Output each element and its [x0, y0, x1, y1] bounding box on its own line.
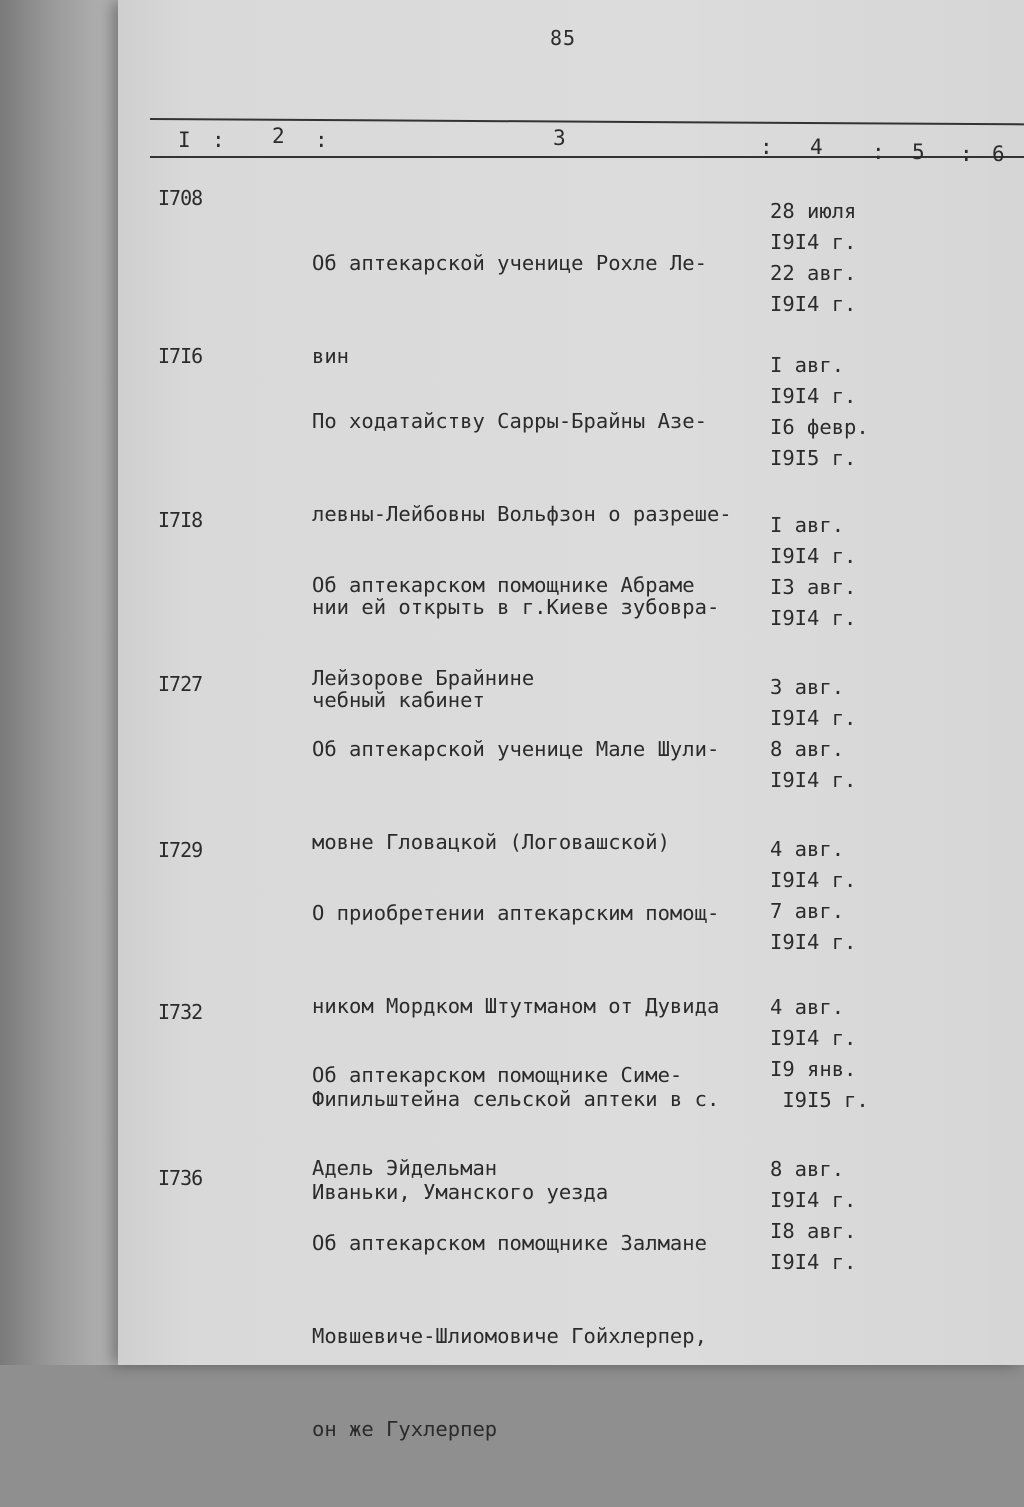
entry-date-line: I9I4 г.: [770, 1250, 857, 1274]
entry-date-line: I9I4 г.: [770, 1026, 857, 1050]
entry-number: I7I8: [158, 508, 203, 532]
entry-title-line: нии ей открыть в г.Киеве зубовра-: [312, 595, 720, 619]
entry-date-line: 8 авг.: [770, 737, 845, 761]
entry-dates: [770, 510, 856, 634]
column-header-3: 3: [553, 126, 566, 150]
entry-title-line: Об аптекарском помощнике Абраме: [312, 573, 695, 597]
entry-date-line: I9 янв.: [770, 1057, 857, 1081]
entry-date-line: 4 авг.: [770, 837, 845, 861]
entry-title: [312, 1166, 772, 1507]
entry-date-line: 4 авг.: [770, 995, 845, 1019]
entry-number: I727: [158, 672, 203, 696]
column-header-2: 2: [272, 124, 285, 148]
entry-date-line: 8 авг.: [770, 1157, 845, 1181]
entry-date-line: I6 февр.: [770, 415, 869, 439]
entry-number: I736: [158, 1166, 203, 1190]
header-bottom-rule: [150, 156, 1024, 158]
column-header-4: 4: [810, 135, 823, 159]
entry-number: I7I6: [158, 344, 203, 368]
entry-date-line: I авг.: [770, 353, 845, 377]
entry-title-line: чебный кабинет: [312, 688, 485, 712]
entry-date-line: I8 авг.: [770, 1219, 857, 1243]
entry-date-line: I9I5 г.: [770, 446, 857, 470]
entry-title-line: мовне Гловацкой (Логовашской): [312, 830, 670, 854]
entry-number: I708: [158, 186, 203, 210]
entry-date-line: 28 июля: [770, 199, 857, 223]
entry-title-line: По ходатайству Сарры-Брайны Азе-: [312, 409, 707, 433]
column-separator: :: [872, 140, 885, 164]
entry-date-line: I9I4 г.: [770, 930, 857, 954]
entry-title-line: ником Мордком Штутманом от Дувида: [312, 994, 720, 1018]
entry-dates: [770, 672, 856, 796]
column-separator: :: [760, 135, 773, 159]
entry-date-line: I9I4 г.: [770, 1188, 857, 1212]
entry-date-line: I авг.: [770, 513, 845, 537]
column-header-1: I: [178, 128, 191, 152]
entry-date-line: I9I5 г.: [770, 1088, 869, 1112]
entry-dates: [770, 196, 856, 320]
entry-date-line: I9I4 г.: [770, 292, 857, 316]
column-separator: :: [960, 142, 973, 166]
entry-dates: [770, 1154, 856, 1278]
entry-title-line: Об аптекарской ученице Рохле Ле-: [312, 251, 707, 275]
entry-date-line: I9I4 г.: [770, 230, 857, 254]
entry-date-line: I3 авг.: [770, 575, 857, 599]
entry-title-line: Мовшевиче-Шлиомовиче Гойхлерпер,: [312, 1324, 707, 1348]
entry-dates: [770, 350, 869, 474]
entry-title-line: он же Гухлерпер: [312, 1417, 498, 1441]
entry-number: I729: [158, 838, 203, 862]
entry-dates: [770, 992, 869, 1116]
entry-date-line: I9I4 г.: [770, 706, 857, 730]
column-header-5: 5: [912, 140, 925, 164]
entry-title-line: вин: [312, 344, 350, 368]
entry-title-line: О приобретении аптекарским помощ-: [312, 901, 720, 925]
column-separator: :: [212, 128, 225, 152]
entry-title-line: Об аптекарском помощнике Залмане: [312, 1231, 707, 1255]
column-header-6: 6: [992, 142, 1005, 166]
entry-title-line: Об аптекарском помощнике Симе-: [312, 1063, 683, 1087]
entry-dates: [770, 834, 856, 958]
entry-date-line: I9I4 г.: [770, 868, 857, 892]
entry-title-line: Фипильштейна сельской аптеки в с.: [312, 1087, 720, 1111]
entry-title-line: левны-Лейбовны Вольфзон о разреше-: [312, 502, 732, 526]
entry-title-line: Адель Эйдельман: [312, 1156, 498, 1180]
entry-title-line: Об аптекарской ученице Мале Шули-: [312, 737, 720, 761]
entry-number: I732: [158, 1000, 203, 1024]
entry-date-line: 7 авг.: [770, 899, 845, 923]
page-number: 85: [550, 26, 577, 50]
column-separator: :: [315, 128, 328, 152]
entry-date-line: I9I4 г.: [770, 768, 857, 792]
entry-date-line: I9I4 г.: [770, 384, 857, 408]
entry-date-line: 3 авг.: [770, 675, 845, 699]
entry-title-line: Лейзорове Брайнине: [312, 666, 535, 690]
entry-title-line: Иваньки, Уманского уезда: [312, 1180, 609, 1204]
entry-date-line: I9I4 г.: [770, 606, 857, 630]
entry-date-line: I9I4 г.: [770, 544, 857, 568]
entry-date-line: 22 авг.: [770, 261, 857, 285]
